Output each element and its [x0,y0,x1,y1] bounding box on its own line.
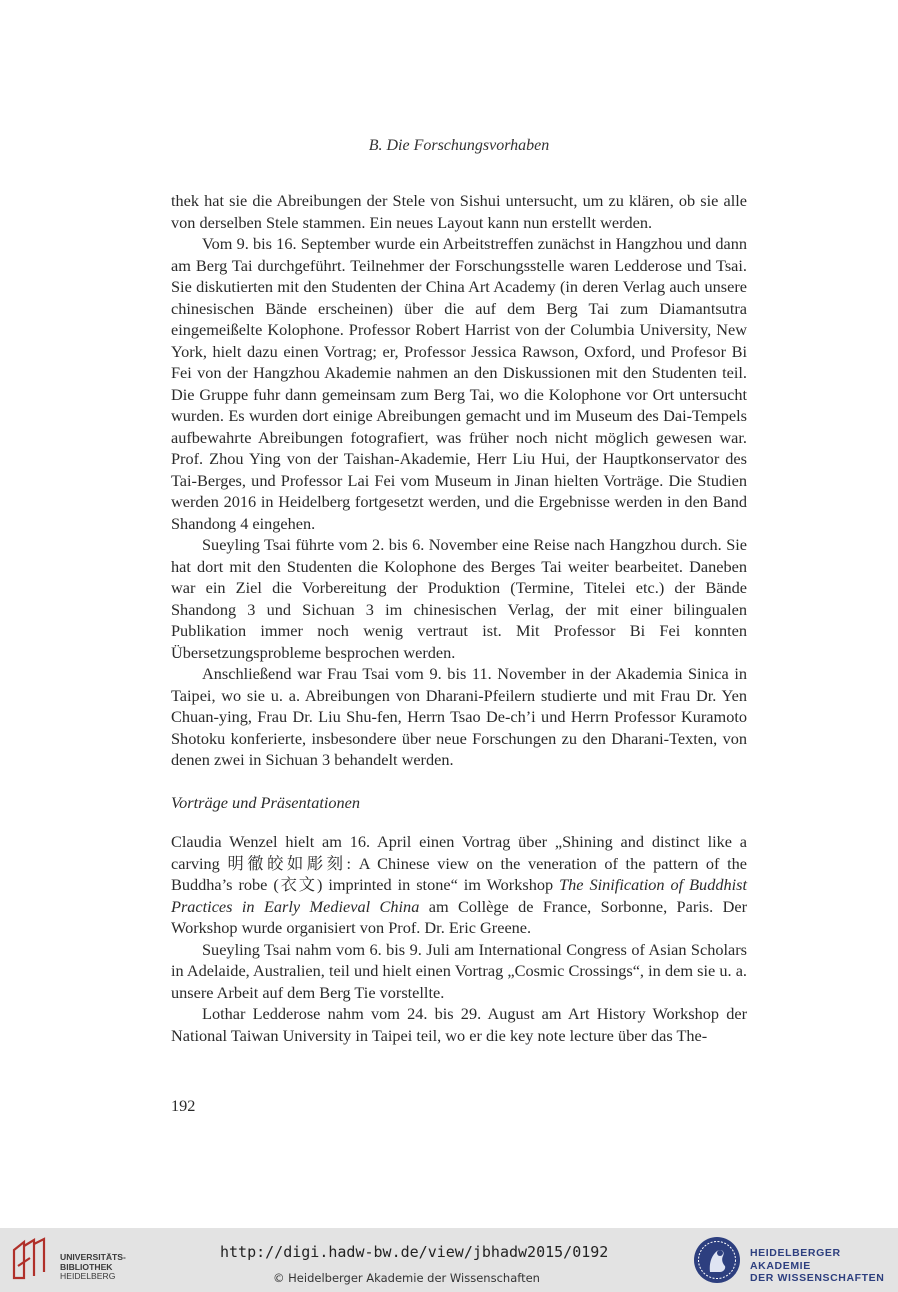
footer-bar [0,1228,898,1292]
paragraph: Lothar Ledderose nahm vom 24. bis 29. August am Art History Workshop der National Taiwan University in Taipei teil, wo er die key note lecture über das The- [171,1004,747,1045]
university-library-logo[interactable] [10,1236,126,1284]
body-text [171,190,747,1046]
paragraph: Sueyling Tsai nahm vom 6. bis 9. Juli am International Congress of Asian Scholars in Adelaide, Australien, teil und hielt einen Vortrag „Cosmic Crossings“, in dem sie u. a. unsere Arbeit auf dem Berg Tie vorstellte. [171,939,747,1002]
paragraph [171,831,747,939]
workshop-title: The Sinification of Buddhist Practices in Early Medieval China [171,875,747,916]
paragraph: thek hat sie die Abreibungen der Stele von Sishui untersucht, um zu klären, ob sie alle von derselben Stele stammen. Ein neues Layout kann nun erstellt werden. [171,191,747,232]
permalink-url[interactable]: http://digi.hadw-bw.de/view/jbhadw2015/0192 [220,1243,609,1261]
copyright-text: © Heidelberger Akademie der Wissenschaften [273,1271,540,1285]
page-number: 192 [171,1096,196,1115]
academy-seal-icon[interactable] [693,1236,741,1284]
paragraph-text: am Collège de France, Sorbonne, Paris. Der Workshop wurde organisiert von Prof. Dr. Eric Greene. [171,896,747,937]
paragraph-text: Claudia Wenzel hielt am 16. April einen Vortrag über „Shining and distinct like a carving 明徹皎如彫刻: A Chinese view on the veneration of the pattern of the Buddha’s robe (衣文) imprinted in stone“ im Workshop [171,832,747,894]
section-heading: Vorträge und Präsentationen [171,792,361,812]
paragraph: Sueyling Tsai führte vom 2. bis 6. November eine Reise nach Hangzhou durch. Sie hat dort mit den Studenten die Kolophone des Berges Tai weiter bearbeitet. Daneben war ein Ziel die Vorbereitung der Produktion (Termine, Titelei etc.) der Bände Shandong 3 und Sichuan 3 im chinesischen Verlag, der mit einer bilingualen Publikation immer noch wenig vertraut ist. Mit Professor Bi Fei konnten Übersetzungsprobleme besprochen werden. [171,535,747,662]
paragraph: Vom 9. bis 16. September wurde ein Arbeitstreffen zunächst in Hangzhou und dann am Berg Tai durchgeführt. Teilnehmer der Forschungsstelle waren Ledderose und Tsai. Sie diskutierten mit den Studenten der China Art Academy (in deren Verlag auch unsere chinesischen Bände erscheinen) über die auf dem Berg Tai zum Diamantsutra eingemeißelte Kolophone. Professor Robert Harrist von der Columbia University, New York, hielt dazu einen Vortrag; er, Professor Jessica Rawson, Oxford, und Profesor Bi Fei von der Hangzhou Akademie nahmen an den Diskussionen mit den Studenten teil. Die Gruppe fuhr dann gemeinsam zum Berg Tai, wo die Kolophone vor Ort untersucht wurden. Es wurden dort einige Abreibungen gemacht und im Museum des Dai-Tempels aufbewahrte Abreibungen fotografiert, was früher noch nicht möglich gewesen war. Prof. Zhou Ying von der Taishan-Akademie, Herr Liu Hui, der Hauptkonservator des Tai-Berges, und Professor Lai Fei vom Museum in Jinan hielten Vorträge. Die Studien werden 2016 in Heidelberg fortgesetzt werden, und die Ergebnisse werden in den Band Shandong 4 eingehen. [171,234,747,533]
ub-logo-text: UNIVERSITÄTS- BIBLIOTHEK HEIDELBERG [60,1252,126,1281]
ub-logo-icon [10,1236,50,1284]
academy-name: HEIDELBERGER AKADEMIE DER WISSENSCHAFTEN [750,1247,885,1284]
paragraph: Anschließend war Frau Tsai vom 9. bis 11. November in der Akademia Sinica in Taipei, wo sie u. a. Abreibungen von Dharani-Pfeilern studierte und mit Frau Dr. Yen Chuan-ying, Frau Dr. Liu Shu-fen, Herrn Tsao De-ch’i und Herrn Professor Kuramoto Shotoku konferierte, insbesondere über neue Forschungen zu den Dharani-Texten, von denen zwei in Sichuan 3 behandelt werden. [171,664,747,769]
running-head: B. Die Forschungsvorhaben [368,137,550,154]
